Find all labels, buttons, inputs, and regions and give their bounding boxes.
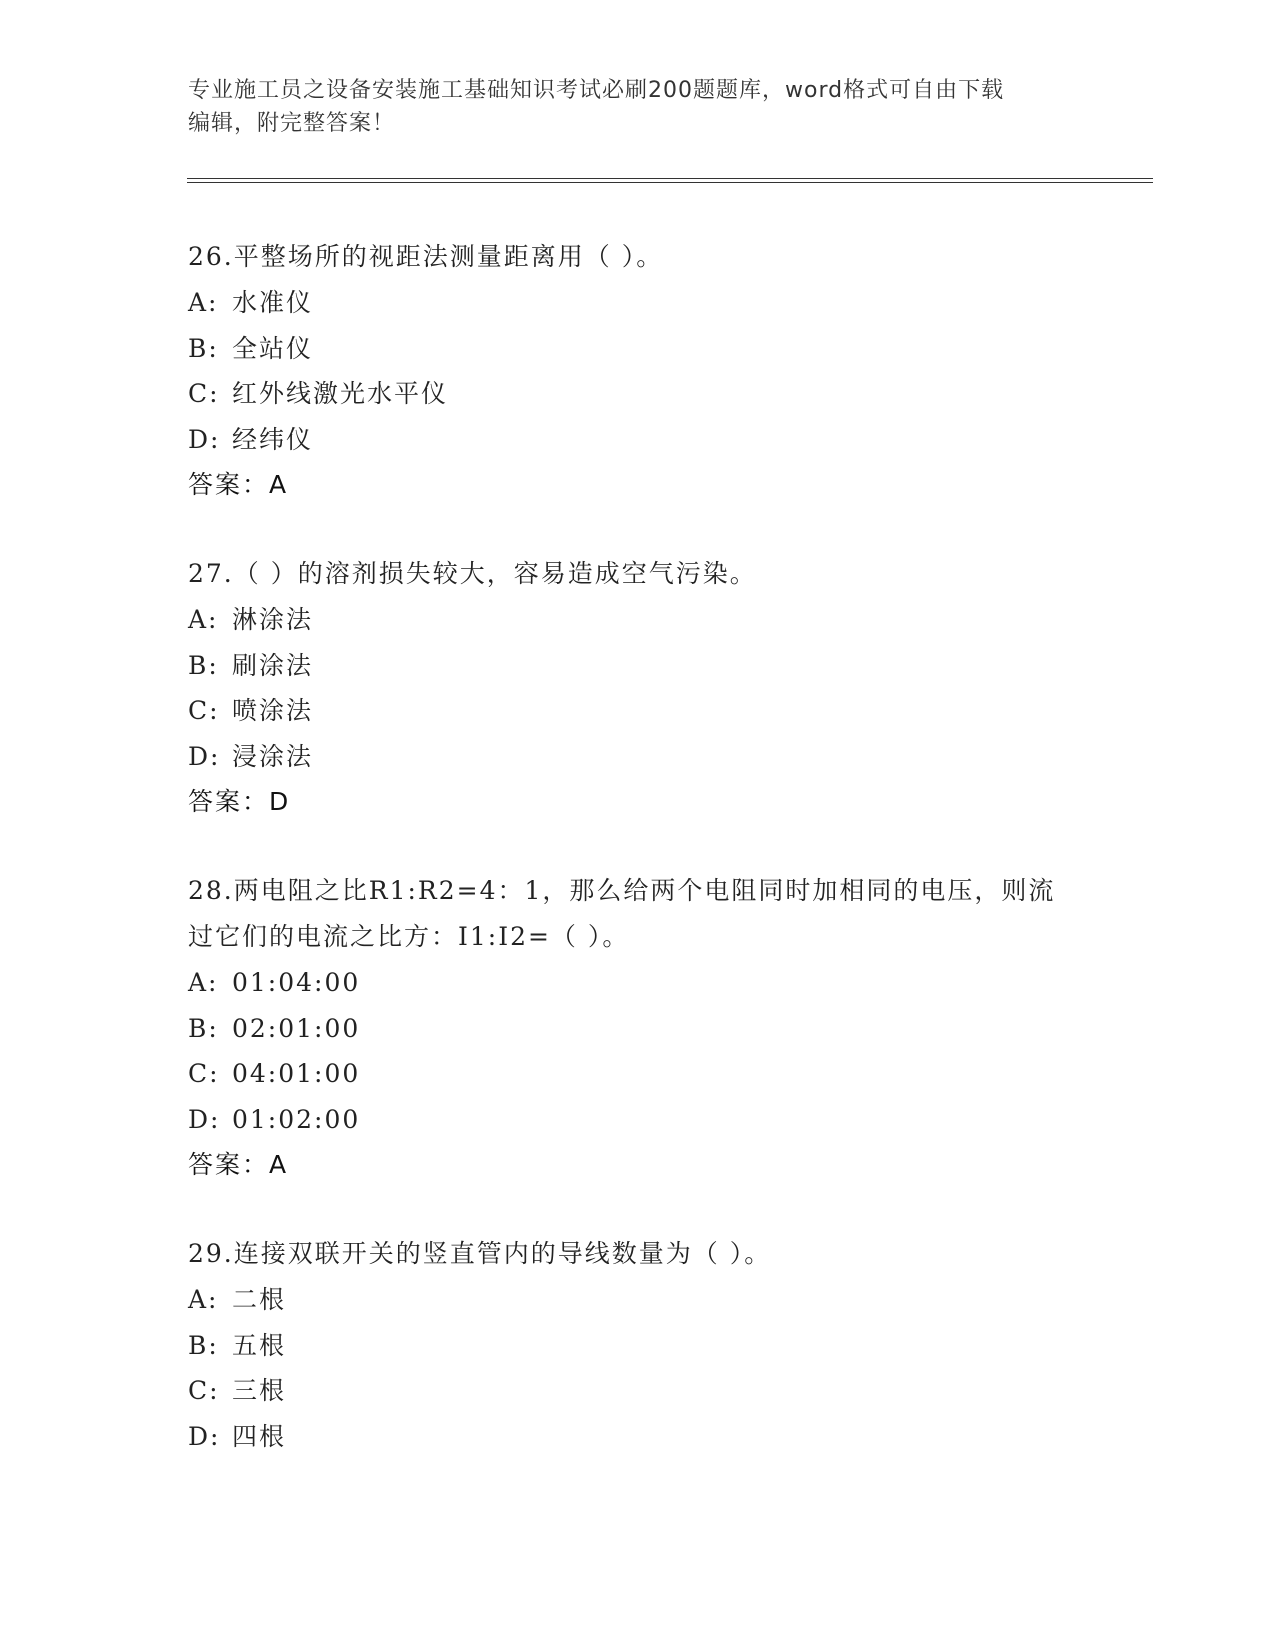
option-b xyxy=(188,326,1088,372)
option-text: 淋涂法 xyxy=(232,605,314,634)
question-list xyxy=(188,234,1088,1503)
option-c xyxy=(188,688,1088,734)
option-letter: C: xyxy=(188,1059,220,1088)
question-28 xyxy=(188,868,1088,1187)
option-letter: D: xyxy=(188,741,221,771)
option-d xyxy=(188,734,1088,780)
option-a xyxy=(188,280,1088,326)
question-27 xyxy=(188,551,1088,824)
option-text: 01:04:00 xyxy=(232,968,361,997)
question-stem-line: 28.两电阻之比R1:R2=4：1，那么给两个电阻同时加相同的电压，则流 xyxy=(188,876,1056,905)
question-29 xyxy=(188,1231,1088,1459)
question-stem-line: 27.（ ）的溶剂损失较大，容易造成空气污染。 xyxy=(188,559,757,588)
option-d xyxy=(188,1414,1088,1460)
answer-line: 答案：A xyxy=(188,470,289,499)
answer-line: 答案：A xyxy=(188,1150,289,1179)
option-a xyxy=(188,597,1088,643)
option-text: 经纬仪 xyxy=(232,424,314,454)
question-stem xyxy=(188,551,1088,597)
option-text: 五根 xyxy=(232,1330,287,1360)
option-text: 01:02:00 xyxy=(232,1104,361,1134)
option-letter: A: xyxy=(188,288,219,317)
option-text: 刷涂法 xyxy=(232,650,314,680)
option-d xyxy=(188,1097,1088,1143)
option-letter: D: xyxy=(188,1104,221,1134)
question-stem xyxy=(188,1231,1088,1277)
option-text: 全站仪 xyxy=(232,333,314,363)
option-letter: C: xyxy=(188,696,220,725)
option-text: 04:01:00 xyxy=(232,1059,361,1088)
header-divider-top xyxy=(187,178,1153,179)
option-b xyxy=(188,1006,1088,1052)
question-stem xyxy=(188,868,1088,960)
option-b xyxy=(188,643,1088,689)
option-text: 三根 xyxy=(232,1376,287,1405)
option-text: 四根 xyxy=(232,1421,287,1451)
option-text: 喷涂法 xyxy=(232,696,314,725)
option-text: 红外线激光水平仪 xyxy=(232,379,449,408)
question-26 xyxy=(188,234,1088,507)
option-text: 浸涂法 xyxy=(232,741,314,771)
option-letter: A: xyxy=(188,1285,219,1314)
option-letter: D: xyxy=(188,1421,221,1451)
option-letter: A: xyxy=(188,968,219,997)
option-a xyxy=(188,1277,1088,1323)
option-text: 二根 xyxy=(232,1285,287,1314)
option-a xyxy=(188,960,1088,1006)
header-line-1: 专业施工员之设备安装施工基础知识考试必刷200题题库，word格式可自由下载 xyxy=(188,78,1005,103)
question-stem xyxy=(188,234,1088,280)
option-letter: A: xyxy=(188,605,219,634)
answer-line: 答案：D xyxy=(188,787,291,816)
option-text: 水准仪 xyxy=(232,288,314,317)
header-divider-bottom xyxy=(187,182,1153,183)
option-letter: D: xyxy=(188,424,221,454)
document-header xyxy=(188,74,1068,140)
option-letter: B: xyxy=(188,1013,219,1043)
option-letter: C: xyxy=(188,1376,220,1405)
option-letter: C: xyxy=(188,379,220,408)
option-letter: B: xyxy=(188,1330,219,1360)
option-letter: B: xyxy=(188,333,219,363)
option-c xyxy=(188,1051,1088,1097)
question-stem-line: 26.平整场所的视距法测量距离用（ ）。 xyxy=(188,242,664,271)
question-stem-line: 过它们的电流之比方：I1:I2=（ ）。 xyxy=(188,922,630,951)
option-b xyxy=(188,1323,1088,1369)
option-letter: B: xyxy=(188,650,219,680)
option-c xyxy=(188,1368,1088,1414)
option-c xyxy=(188,371,1088,417)
option-text: 02:01:00 xyxy=(232,1013,361,1043)
question-stem-line: 29.连接双联开关的竖直管内的导线数量为（ ）。 xyxy=(188,1239,772,1268)
header-line-2: 编辑，附完整答案！ xyxy=(188,111,396,136)
option-d xyxy=(188,417,1088,463)
